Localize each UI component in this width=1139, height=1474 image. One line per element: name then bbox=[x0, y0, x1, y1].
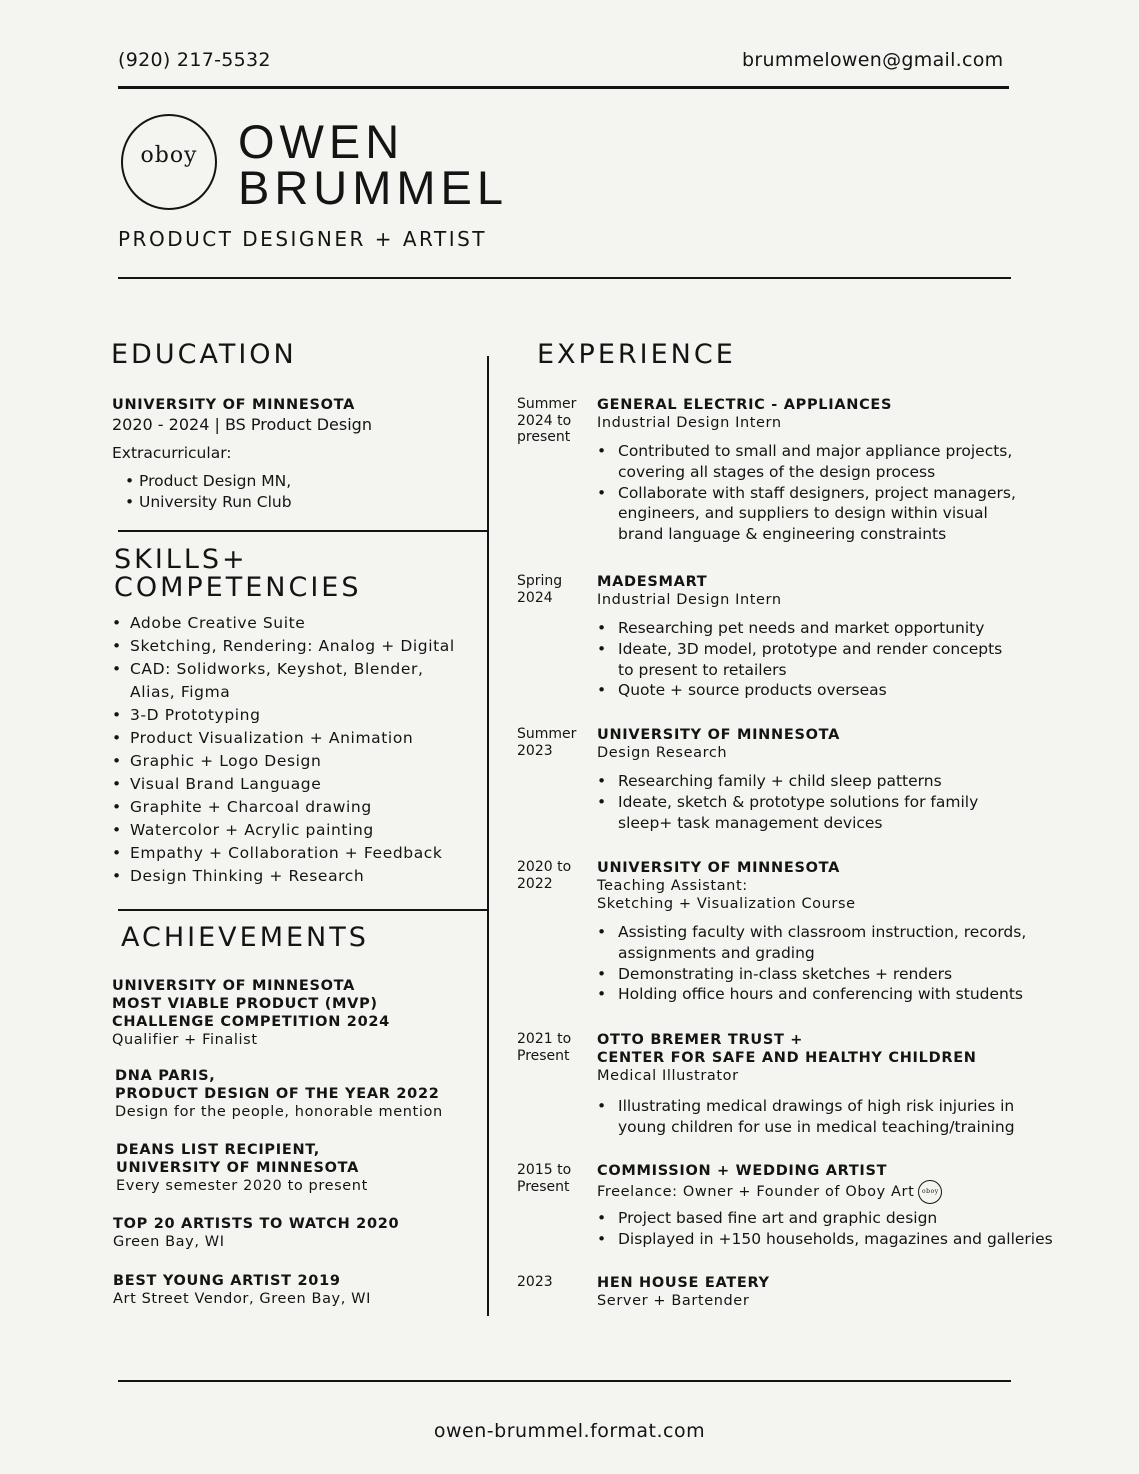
experience-heading: EXPERIENCE bbox=[537, 339, 736, 370]
achievement-detail: Every semester 2020 to present bbox=[116, 1178, 368, 1194]
job-header bbox=[597, 1162, 942, 1204]
skill-item: • Graphic + Logo Design bbox=[112, 750, 455, 773]
job-date bbox=[517, 573, 562, 606]
job-bullets bbox=[597, 922, 1026, 1005]
date-line: 2021 to bbox=[517, 1031, 572, 1047]
column-divider bbox=[487, 356, 489, 1316]
skill-item-continued: Alias, Figma bbox=[130, 683, 231, 701]
list-item: • Assisting faculty with classroom instruction, records, bbox=[597, 922, 1026, 943]
list-item: • Collaborate with staff designers, project managers, bbox=[597, 483, 1016, 504]
footer-divider bbox=[118, 1380, 1011, 1382]
name-last: BRUMMEL bbox=[238, 161, 509, 214]
job-role: Sketching + Visualization Course bbox=[597, 896, 856, 912]
list-item: • Holding office hours and conferencing with students bbox=[597, 984, 1026, 1005]
email-address[interactable]: brummelowen@gmail.com bbox=[742, 49, 1004, 71]
list-item: assignments and grading bbox=[618, 943, 815, 962]
job-role-row bbox=[597, 1180, 942, 1204]
job-date bbox=[517, 1162, 571, 1195]
job-header bbox=[597, 1274, 770, 1310]
skill-item: • CAD: Solidworks, Keyshot, Blender, bbox=[112, 658, 455, 681]
oboy-mini-logo-icon: oboy bbox=[918, 1180, 942, 1204]
skill-item: • Empathy + Collaboration + Feedback bbox=[112, 842, 455, 865]
job-organization: UNIVERSITY OF MINNESOTA bbox=[597, 727, 841, 743]
skill-item: • Sketching, Rendering: Analog + Digital bbox=[112, 635, 455, 658]
date-line: 2022 bbox=[517, 875, 553, 892]
skill-item: • Design Thinking + Research bbox=[112, 865, 455, 888]
achievements-heading: ACHIEVEMENTS bbox=[121, 922, 369, 953]
achievement-detail: Qualifier + Finalist bbox=[112, 1032, 258, 1048]
job-header bbox=[597, 859, 856, 913]
job-role: Teaching Assistant: bbox=[597, 878, 748, 894]
list-item: young children for use in medical teaching/training bbox=[618, 1117, 1015, 1136]
skill-item: • Watercolor + Acrylic painting bbox=[112, 819, 455, 842]
job-header bbox=[597, 573, 782, 609]
job-role: Freelance: Owner + Founder of Oboy Art bbox=[597, 1184, 915, 1200]
name-first: OWEN bbox=[238, 115, 405, 168]
list-item: • Displayed in +150 households, magazines and galleries bbox=[597, 1229, 1053, 1250]
phone-number: (920) 217-5532 bbox=[118, 49, 271, 71]
job-role: Design Research bbox=[597, 745, 728, 761]
achievement-title: CHALLENGE COMPETITION 2024 bbox=[112, 1014, 390, 1030]
date-line: 2020 to bbox=[517, 859, 572, 875]
section-divider bbox=[118, 909, 487, 911]
job-bullets bbox=[597, 618, 1002, 701]
job-role: Industrial Design Intern bbox=[597, 415, 782, 431]
list-item: • Ideate, sketch & prototype solutions for family bbox=[597, 792, 978, 813]
education-heading: EDUCATION bbox=[111, 339, 297, 370]
list-item: • Ideate, 3D model, prototype and render concepts bbox=[597, 639, 1002, 660]
achievement-title: DNA PARIS, bbox=[115, 1068, 216, 1084]
achievement-item bbox=[113, 1272, 371, 1308]
achievement-title: UNIVERSITY OF MINNESOTA bbox=[112, 978, 356, 994]
job-date bbox=[517, 1031, 571, 1064]
skill-item: • 3-D Prototyping bbox=[112, 704, 455, 727]
date-line: Spring bbox=[517, 573, 563, 589]
list-item: covering all stages of the design process bbox=[618, 462, 936, 481]
skill-item: • Graphite + Charcoal drawing bbox=[112, 796, 455, 819]
section-divider bbox=[118, 530, 487, 532]
job-organization: COMMISSION + WEDDING ARTIST bbox=[597, 1163, 888, 1179]
oboy-logo-icon bbox=[121, 114, 217, 210]
list-item: brand language & engineering constraints bbox=[618, 525, 947, 544]
date-line: Summer bbox=[517, 396, 577, 412]
date-line: 2015 to bbox=[517, 1162, 572, 1178]
date-line: Present bbox=[517, 1047, 570, 1064]
job-date bbox=[517, 1274, 553, 1291]
list-item: to present to retailers bbox=[618, 660, 787, 679]
job-date bbox=[517, 726, 576, 759]
job-role: Industrial Design Intern bbox=[597, 592, 782, 608]
job-date bbox=[517, 859, 571, 892]
list-item: • University Run Club bbox=[112, 492, 292, 513]
achievement-title: UNIVERSITY OF MINNESOTA bbox=[116, 1160, 360, 1176]
job-header bbox=[597, 726, 840, 762]
extracurricular-list bbox=[112, 471, 292, 513]
list-item: • Demonstrating in-class sketches + renders bbox=[597, 964, 1026, 985]
job-organization: MADESMART bbox=[597, 574, 708, 590]
job-organization: HEN HOUSE EATERY bbox=[597, 1275, 770, 1291]
job-organization: UNIVERSITY OF MINNESOTA bbox=[597, 860, 841, 876]
list-item: engineers, and suppliers to design within visual bbox=[618, 504, 988, 523]
date-line: present bbox=[517, 429, 571, 445]
website-link[interactable]: owen-brummel.format.com bbox=[433, 1420, 706, 1442]
achievement-detail: Green Bay, WI bbox=[113, 1234, 225, 1250]
achievement-title: TOP 20 ARTISTS TO WATCH 2020 bbox=[113, 1216, 400, 1232]
job-header bbox=[597, 396, 892, 432]
skill-item: • Adobe Creative Suite bbox=[112, 612, 455, 635]
list-item: • Researching family + child sleep patterns bbox=[597, 771, 978, 792]
title-divider bbox=[118, 277, 1011, 279]
education-school: UNIVERSITY OF MINNESOTA bbox=[112, 397, 356, 413]
job-organization: OTTO BREMER TRUST + bbox=[597, 1032, 804, 1048]
list-item: • Quote + source products overseas bbox=[597, 680, 1002, 701]
date-line: 2024 bbox=[517, 589, 553, 606]
achievement-title: BEST YOUNG ARTIST 2019 bbox=[113, 1273, 341, 1289]
achievement-detail: Design for the people, honorable mention bbox=[115, 1104, 443, 1120]
achievement-item bbox=[113, 1215, 399, 1251]
skills-heading-line1: SKILLS+ bbox=[114, 544, 248, 575]
header-divider bbox=[118, 86, 1009, 89]
achievement-detail: Art Street Vendor, Green Bay, WI bbox=[113, 1291, 371, 1307]
list-item: • Product Design MN, bbox=[112, 471, 292, 492]
date-line: 2024 to bbox=[517, 412, 572, 429]
job-organization: CENTER FOR SAFE AND HEALTHY CHILDREN bbox=[597, 1050, 977, 1066]
list-item: sleep+ task management devices bbox=[618, 813, 883, 832]
achievement-item bbox=[112, 977, 390, 1049]
achievement-item bbox=[116, 1141, 368, 1195]
job-date bbox=[517, 396, 576, 446]
date-line: Summer bbox=[517, 726, 577, 742]
list-item: • Project based fine art and graphic design bbox=[597, 1208, 1053, 1229]
list-item: • Illustrating medical drawings of high risk injuries in bbox=[597, 1096, 1015, 1117]
date-line: 2023 bbox=[517, 742, 553, 759]
education-degree: 2020 - 2024 | BS Product Design bbox=[112, 415, 372, 434]
extracurricular-label: Extracurricular: bbox=[112, 444, 232, 462]
skills-list bbox=[112, 612, 455, 888]
date-line: Present bbox=[517, 1178, 570, 1195]
list-item: • Researching pet needs and market opportunity bbox=[597, 618, 1002, 639]
job-bullets bbox=[597, 1208, 1053, 1250]
job-header bbox=[597, 1031, 977, 1085]
achievement-title: DEANS LIST RECIPIENT, bbox=[116, 1142, 321, 1158]
achievement-item bbox=[115, 1067, 443, 1121]
list-item: • Contributed to small and major appliance projects, bbox=[597, 441, 1016, 462]
skill-item: • Product Visualization + Animation bbox=[112, 727, 455, 750]
job-title: PRODUCT DESIGNER + ARTIST bbox=[118, 227, 488, 251]
job-bullets bbox=[597, 771, 978, 833]
job-bullets bbox=[597, 441, 1016, 545]
job-role: Server + Bartender bbox=[597, 1293, 750, 1309]
job-organization: GENERAL ELECTRIC - APPLIANCES bbox=[597, 397, 893, 413]
achievement-title: PRODUCT DESIGN OF THE YEAR 2022 bbox=[115, 1086, 440, 1102]
skill-item: • Visual Brand Language bbox=[112, 773, 455, 796]
date-line: 2023 bbox=[517, 1274, 553, 1290]
logo-text: oboy bbox=[140, 143, 198, 168]
achievement-title: MOST VIABLE PRODUCT (MVP) bbox=[112, 996, 378, 1012]
job-bullets bbox=[597, 1096, 1015, 1138]
job-role: Medical Illustrator bbox=[597, 1068, 739, 1084]
skills-heading-line2: COMPETENCIES bbox=[114, 572, 362, 603]
